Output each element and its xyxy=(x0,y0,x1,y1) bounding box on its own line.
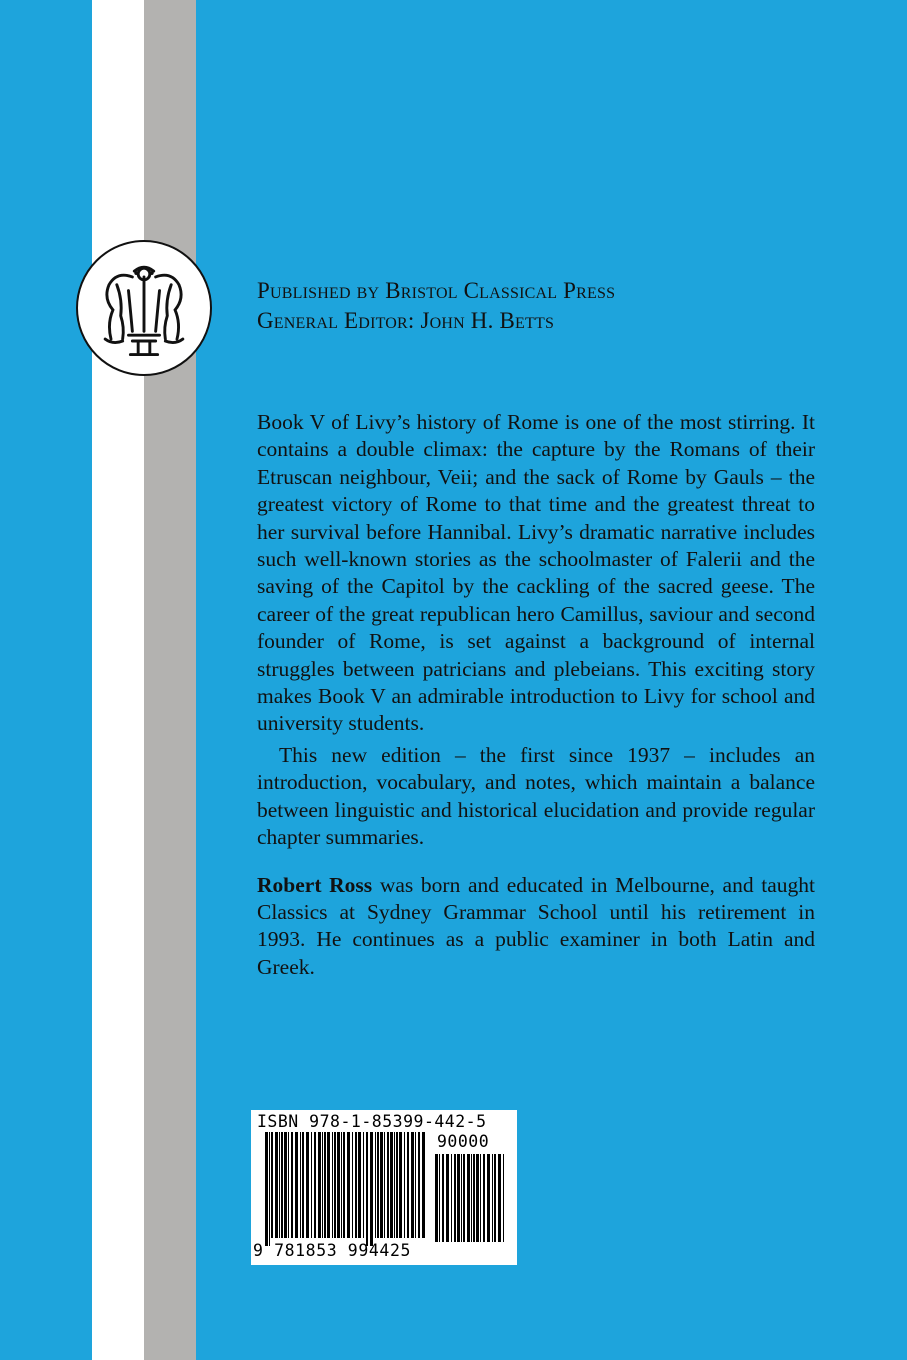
barcode-bar xyxy=(281,1132,283,1238)
blurb-paragraph-1: Book V of Livy’s history of Rome is one of the most stirring. It contains a double climax: the capture by the Romans of their Etruscan neighbour, Veii; and the sack of Rome by Gauls – the greatest victory of Rome to that time and the greatest threat to her survival before Hannibal. Livy’s dramatic narrative includes such well-known stories as the schoolmaster of Falerii and the saving of the Capitol by the cackling of the sacred geese. The career of the great republican hero Camillus, saviour and second founder of Rome, is set against a background of internal struggles between patricians and plebeians. This exciting story makes Book V an admirable introduction to Livy for school and university students. xyxy=(257,410,815,736)
barcode-bar xyxy=(415,1132,416,1238)
barcode-bar xyxy=(463,1154,465,1242)
barcode-bar xyxy=(311,1132,312,1238)
barcode-bar xyxy=(399,1132,402,1238)
barcode-bar xyxy=(370,1132,373,1246)
isbn-barcode xyxy=(251,1110,517,1265)
barcode-bar xyxy=(288,1132,289,1238)
barcode-bar xyxy=(275,1132,278,1238)
addon-bars xyxy=(435,1154,505,1250)
barcode-bar xyxy=(322,1132,323,1238)
barcode-bar xyxy=(380,1132,383,1238)
left-blue-band xyxy=(0,0,92,1360)
isbn-label: ISBN 978-1-85399-442-5 xyxy=(257,1112,487,1131)
barcode-bar xyxy=(435,1154,438,1242)
barcode-bar xyxy=(306,1132,309,1238)
barcode-bar xyxy=(404,1132,405,1238)
barcode-bar xyxy=(334,1132,336,1238)
barcode-bar xyxy=(467,1154,470,1242)
barcode-bar xyxy=(327,1132,330,1238)
white-stripe xyxy=(92,0,144,1360)
barcode-bar xyxy=(487,1154,490,1242)
barcode-bar xyxy=(473,1154,475,1242)
barcode-bar xyxy=(422,1132,425,1238)
barcode-bar xyxy=(407,1132,409,1238)
barcode-bar xyxy=(343,1132,345,1238)
barcode-bar xyxy=(358,1132,361,1238)
barcode-bar xyxy=(387,1132,389,1238)
barcode-bar xyxy=(446,1154,449,1242)
barcode-bar xyxy=(442,1154,444,1242)
author-bio xyxy=(257,872,815,982)
barcode-bar xyxy=(377,1132,379,1238)
barcode-bar xyxy=(332,1132,333,1238)
price-code: 90000 xyxy=(437,1132,490,1151)
barcode-bar xyxy=(363,1132,364,1238)
barcode-bar xyxy=(347,1132,350,1238)
barcode-bar xyxy=(375,1132,376,1238)
ean-digits: 9 781853 994425 xyxy=(253,1241,412,1260)
general-editor-line: General Editor: John H. Betts xyxy=(257,308,555,333)
barcode-bar xyxy=(337,1132,340,1238)
ean-bars xyxy=(265,1132,425,1246)
back-cover-blurb xyxy=(257,409,815,981)
author-bio-text: was born and educated in Melbourne, and taught Classics at Sydney Grammar School until his retirement in 1993. He continues as a public examiner in both Latin and Greek. xyxy=(257,872,815,979)
barcode-bar xyxy=(265,1132,268,1246)
barcode-bar xyxy=(284,1132,287,1238)
barcode-bar xyxy=(352,1132,353,1238)
barcode-bar xyxy=(418,1132,420,1238)
barcode-bar xyxy=(396,1132,398,1238)
barcode-bar xyxy=(480,1154,481,1242)
barcode-bar xyxy=(291,1132,293,1238)
barcode-bar xyxy=(494,1154,496,1242)
barcode-bar xyxy=(318,1132,321,1238)
barcode-bar xyxy=(324,1132,326,1238)
barcode-bar xyxy=(279,1132,280,1238)
barcode-bar xyxy=(461,1154,462,1242)
barcode-bar xyxy=(498,1154,501,1242)
barcode-bar xyxy=(384,1132,385,1238)
barcode-bar xyxy=(390,1132,393,1238)
publisher-line: Published by Bristol Classical Press xyxy=(257,278,616,303)
blurb-paragraph-2: This new edition – the first since 1937 – includes an introduction, vocabulary, and notes, which maintain a balance between linguistic and historical elucidation and provide regular chapter summaries. xyxy=(257,742,815,850)
barcode-bar xyxy=(457,1154,460,1242)
barcode-bar xyxy=(366,1132,368,1246)
grey-stripe xyxy=(144,0,196,1360)
barcode-bar xyxy=(300,1132,301,1238)
barcode-bar xyxy=(302,1132,304,1238)
author-name: Robert Ross xyxy=(257,872,373,897)
barcode-bar xyxy=(271,1132,273,1238)
barcode-bar xyxy=(341,1132,342,1238)
barcode-bar xyxy=(439,1154,440,1242)
barcode-bar xyxy=(411,1132,414,1238)
barcode-bar xyxy=(314,1132,316,1238)
barcode-bar xyxy=(454,1154,456,1242)
barcode-bar xyxy=(451,1154,452,1242)
barcode-bar xyxy=(269,1132,270,1246)
barcode-bar xyxy=(394,1132,395,1238)
barcode-bar xyxy=(503,1154,504,1242)
barcode-bar xyxy=(476,1154,479,1242)
publisher-info xyxy=(257,276,615,336)
publisher-emblem-icon xyxy=(76,240,212,376)
barcode-bar xyxy=(483,1154,485,1242)
barcode-bar xyxy=(295,1132,298,1238)
barcode-bar xyxy=(355,1132,357,1238)
barcode-bar xyxy=(492,1154,493,1242)
barcode-bar xyxy=(471,1154,472,1242)
